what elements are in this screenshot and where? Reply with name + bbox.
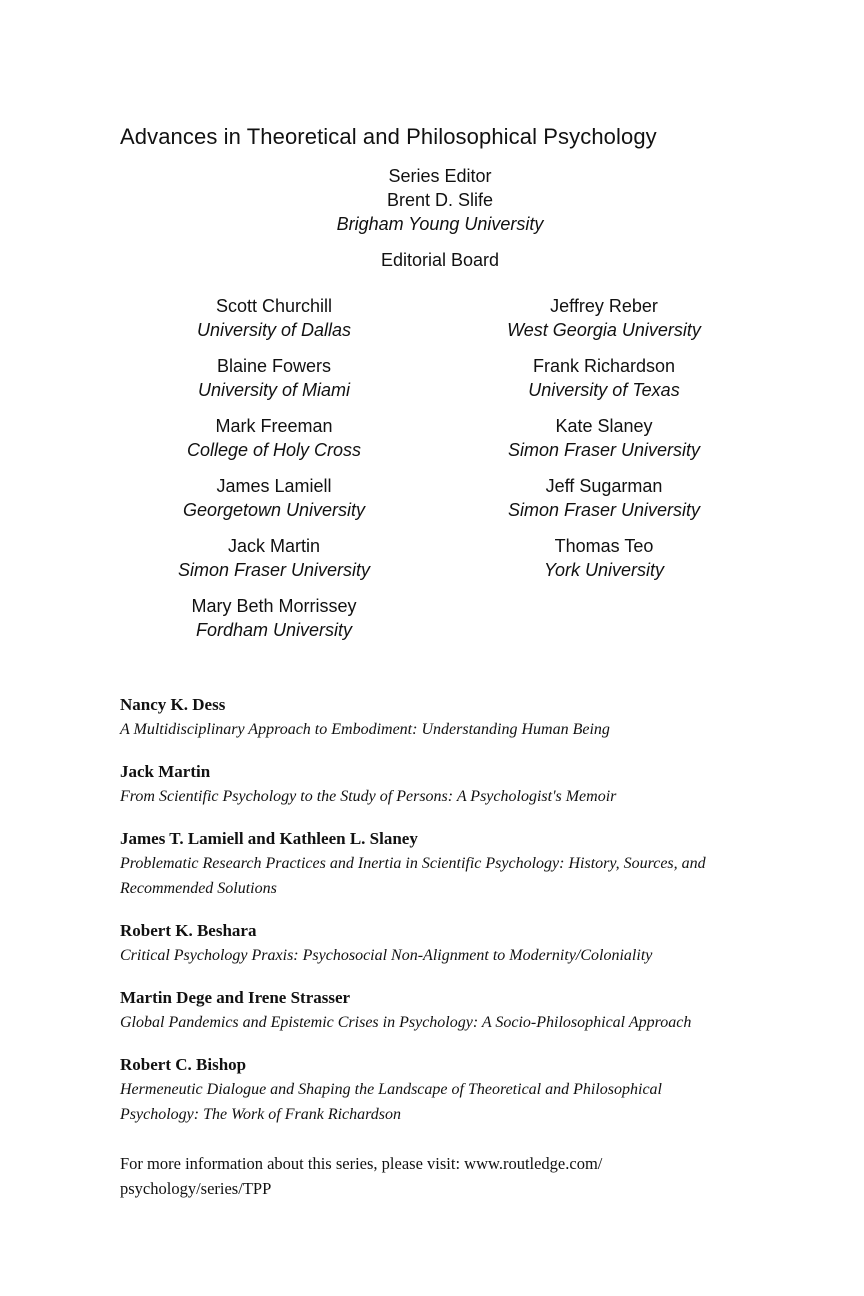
book-author: Robert K. Beshara [120,921,257,940]
book-title: From Scientific Psychology to the Study of Persons: A Psychologist's Memoir [120,788,617,805]
board-member-affiliation: West Georgia University [507,320,701,340]
editorial-board-right-column [474,294,734,594]
board-member [474,294,734,342]
board-member-name: Thomas Teo [554,536,654,556]
more-info-line: For more information about this series, please visit: www.routledge.com/ [120,1154,603,1173]
board-member-affiliation: Simon Fraser University [507,440,701,460]
book-title-continued: Psychology: The Work of Frank Richardson [120,1106,401,1123]
board-member [144,594,404,642]
book-author: James T. Lamiell and Kathleen L. Slaney [120,829,418,848]
series-editor-label: Series Editor [388,166,492,186]
more-info-link-line: psychology/series/TPP [120,1179,272,1198]
board-member-name: Mark Freeman [215,416,333,436]
board-member-affiliation: Georgetown University [182,500,366,520]
book-entry [120,1052,760,1127]
book-title: Critical Psychology Praxis: Psychosocial Non-Alignment to Modernity/Coloniality [120,947,653,964]
board-member-affiliation: University of Dallas [196,320,352,340]
series-title: Advances in Theoretical and Philosophical Psychology [120,124,657,149]
board-member-name: Mary Beth Morrissey [191,596,357,616]
board-member-affiliation: University of Texas [528,380,680,400]
board-member-name: Frank Richardson [532,356,676,376]
board-member [144,414,404,462]
board-member-name: Jack Martin [227,536,321,556]
board-member [474,534,734,582]
board-member [144,294,404,342]
board-member-affiliation: York University [543,560,665,580]
board-member [144,474,404,522]
book-author: Martin Dege and Irene Strasser [120,988,351,1007]
board-member-name: Kate Slaney [555,416,653,436]
board-member-name: Scott Churchill [215,296,333,316]
book-title-continued: Recommended Solutions [120,880,277,897]
board-member-name: James Lamiell [216,476,332,496]
book-entry [120,759,760,809]
series-editor-name: Brent D. Slife [386,190,494,210]
series-editor-block [240,164,640,236]
board-member-name: Jeffrey Reber [550,296,658,316]
book-entry [120,985,760,1035]
series-book-list [120,692,760,1144]
board-member-affiliation: Simon Fraser University [177,560,371,580]
board-member [144,354,404,402]
board-member [474,354,734,402]
board-member [474,414,734,462]
series-editor-affiliation: Brigham Young University [336,214,544,234]
book-entry [120,692,760,742]
editorial-board-left-column [144,294,404,654]
book-entry [120,826,760,901]
book-title: A Multidisciplinary Approach to Embodiment: Understanding Human Being [120,721,610,738]
book-title: Hermeneutic Dialogue and Shaping the Landscape of Theoretical and Philosophical [120,1081,662,1098]
board-member-affiliation: College of Holy Cross [186,440,362,460]
board-member-name: Blaine Fowers [216,356,332,376]
book-author: Nancy K. Dess [120,695,226,714]
board-member-name: Jeff Sugarman [545,476,663,496]
editorial-board-heading: Editorial Board [380,250,500,270]
board-member [474,474,734,522]
book-entry [120,918,760,968]
board-member-affiliation: Fordham University [195,620,353,640]
book-author: Jack Martin [120,762,211,781]
series-more-info [120,1151,740,1201]
book-title: Global Pandemics and Epistemic Crises in Psychology: A Socio-Philosophical Approach [120,1014,692,1031]
book-title: Problematic Research Practices and Inertia in Scientific Psychology: History, Sources, and [120,855,706,872]
board-member [144,534,404,582]
board-member-affiliation: Simon Fraser University [507,500,701,520]
book-author: Robert C. Bishop [120,1055,247,1074]
board-member-affiliation: University of Miami [197,380,351,400]
